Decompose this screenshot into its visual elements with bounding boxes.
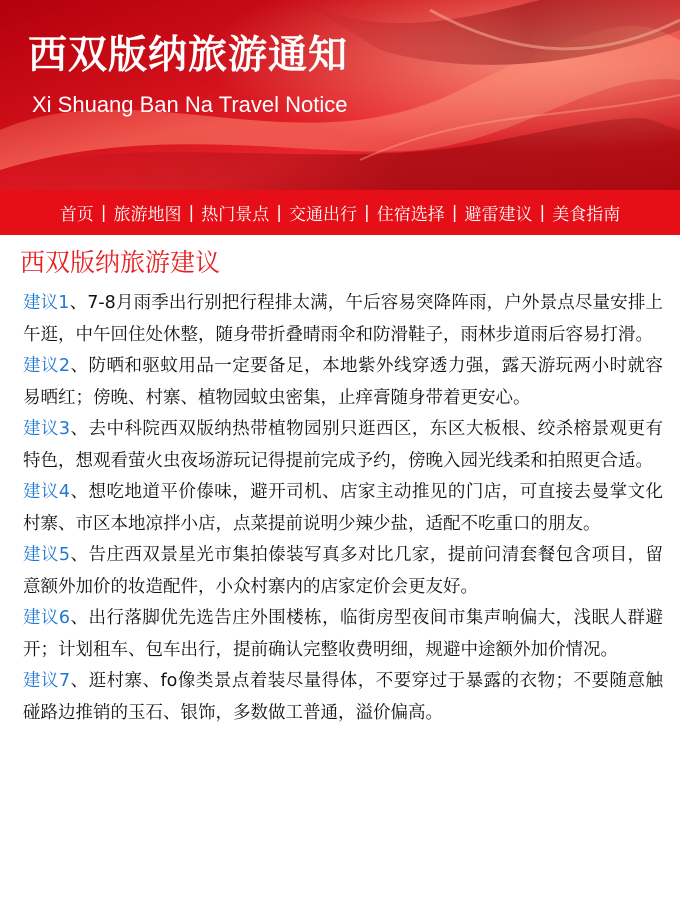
nav-separator: | — [100, 202, 107, 223]
tip-text: 、防晒和驱蚊用品一定要备足，本地紫外线穿透力强，露天游玩两小时就容易晒红；傍晚、村寨、植物园蚊虫密集，止痒膏随身带着更安心。 — [23, 356, 664, 408]
tip-item — [23, 351, 663, 414]
tip-label: 建议1 — [23, 293, 70, 313]
nav-separator: | — [451, 202, 458, 223]
tip-item — [23, 477, 663, 540]
tip-text: 、逛村寨、fo像类景点着装尽量得体，不要穿过于暴露的衣物；不要随意触碰路边推销的玉石、银饰，多数做工普通，溢价偏高。 — [23, 671, 663, 723]
tip-item — [23, 288, 663, 351]
header-banner — [0, 0, 680, 190]
tip-label: 建议4 — [23, 482, 71, 502]
tips-list — [23, 288, 663, 729]
tip-item — [23, 414, 663, 477]
tip-label: 建议6 — [23, 608, 71, 628]
nav-separator: | — [188, 202, 195, 223]
tip-text: 、出行落脚优先选告庄外围楼栋，临街房型夜间市集声响偏大，浅眠人群避开；计划租车、包车出行，提前确认完整收费明细，规避中途额外加价情况。 — [23, 608, 664, 660]
nav-item-travel-map[interactable]: 旅游地图 — [113, 205, 182, 225]
tip-text: 、去中科院西双版纳热带植物园别只逛西区，东区大板根、绞杀榕景观更有特色，想观看萤火虫夜场游玩记得提前完成予约，傍晚入园光线柔和拍照更合适。 — [23, 419, 664, 471]
tip-text: 、7-8月雨季出行别把行程排太满，午后容易突降阵雨，户外景点尽量安排上午逛，中午回住处休整，随身带折叠晴雨伞和防滑鞋子，雨林步道雨后容易打滑。 — [23, 293, 663, 345]
main-nav — [0, 190, 680, 235]
section-title: 西双版纳旅游建议 — [20, 248, 221, 277]
nav-separator: | — [364, 202, 370, 223]
nav-item-accommodation[interactable]: 住宿选择 — [376, 205, 445, 225]
nav-separator: | — [539, 202, 546, 223]
tip-item — [23, 540, 663, 603]
tip-label: 建议2 — [23, 356, 71, 376]
tip-label: 建议3 — [23, 419, 71, 439]
nav-item-food-guide[interactable]: 美食指南 — [552, 205, 621, 225]
tip-text: 、想吃地道平价傣味，避开司机、店家主动推见的门店，可直接去曼掌文化村寨、市区本地凉拌小店，点菜提前说明少辣少盐，适配不吃重口的朋友。 — [23, 482, 664, 534]
tip-label: 建议5 — [23, 545, 71, 565]
tip-item — [23, 603, 663, 666]
nav-item-popular-spots[interactable]: 热门景点 — [201, 205, 270, 225]
tip-text: 、告庄西双景星光市集拍傣装写真多对比几家，提前问清套餐包含项目，留意额外加价的妆造配件，小众村寨内的店家定价会更友好。 — [23, 545, 664, 597]
nav-item-home[interactable]: 首页 — [59, 205, 94, 225]
tip-label: 建议7 — [23, 671, 71, 691]
nav-item-transport[interactable]: 交通出行 — [289, 205, 357, 225]
page-subtitle: Xi Shuang Ban Na Travel Notice — [32, 92, 348, 117]
tip-item — [23, 666, 663, 729]
nav-item-pitfall-tips[interactable]: 避雷建议 — [464, 205, 533, 225]
page-title: 西双版纳旅游通知 — [28, 33, 349, 78]
nav-separator: | — [276, 202, 282, 223]
